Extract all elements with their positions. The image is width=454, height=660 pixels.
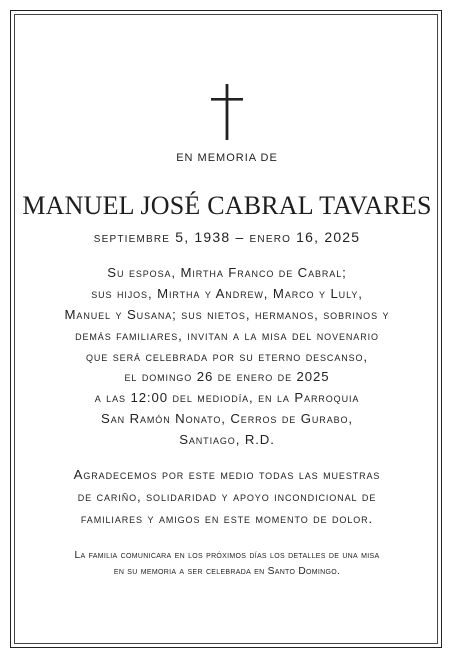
life-dates: septiembre 5, 1938 – enero 16, 2025 — [93, 229, 361, 245]
note-line: en su memoria a ser celebrada en Santo Domingo. — [113, 565, 341, 577]
gratitude-paragraph — [0, 464, 454, 530]
gratitude-line: de cariño, solidaridad y apoyo incondicional de — [77, 489, 377, 504]
announcement-line: San Ramón Nonato, Cerros de Gurabo, — [101, 411, 353, 427]
announcement-line: Manuel y Susana; sus nietos, hermanos, sobrinos y — [64, 306, 390, 322]
deceased-name: MANUEL JOSÉ CABRAL TAVARES — [22, 191, 432, 220]
family-note — [0, 548, 454, 579]
announcement-line: el domingo 26 de enero de 2025 — [124, 369, 330, 385]
announcement-paragraph — [0, 263, 454, 451]
note-line: La familia comunicara en los próximos días los detalles de una misa — [74, 550, 380, 561]
announcement-line: sus hijos, Mirtha y Andrew, Marco y Luly, — [91, 285, 363, 301]
announcement-line: Santiago, R.D. — [179, 432, 275, 448]
gratitude-line: Agradecemos por este medio todas las muestras — [73, 467, 381, 482]
gratitude-line: familiares y amigos en este momento de dolor. — [80, 511, 374, 526]
announcement-line: que será celebrada por su eterno descanso, — [86, 348, 368, 364]
in-memory-heading: EN MEMORIA DE — [176, 152, 278, 164]
cross-icon — [211, 84, 243, 140]
announcement-line: Su esposa, Mirtha Franco de Cabral; — [107, 265, 347, 280]
announcement-line: demás familiares, invitan a la misa del novenario — [75, 327, 379, 343]
announcement-line: a las 12:00 del mediodía, en la Parroquia — [94, 390, 360, 406]
